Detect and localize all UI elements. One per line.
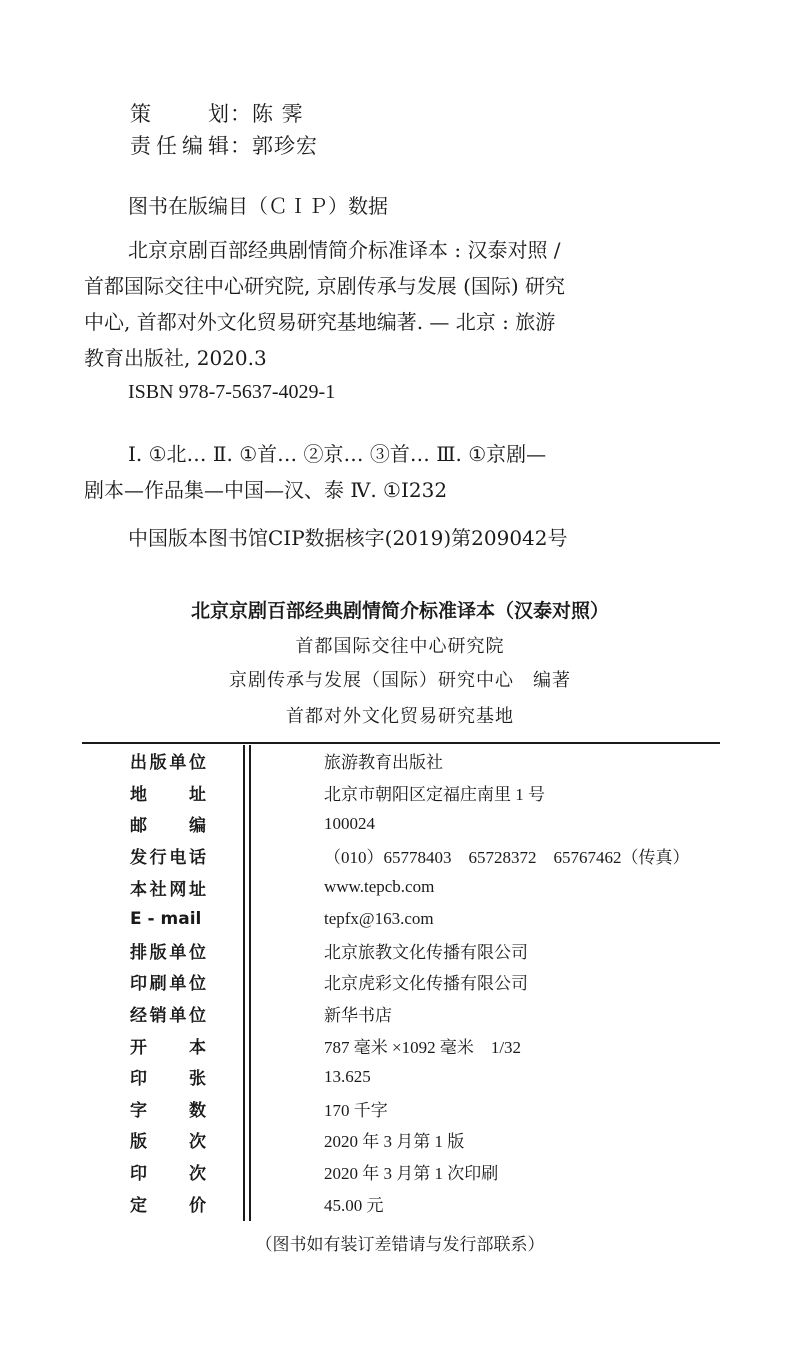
table-row xyxy=(82,1093,690,1125)
table-row xyxy=(82,840,690,872)
cip-verification: 中国版本图书馆CIP数据核字(2019)第209042号 xyxy=(128,526,568,550)
credit-editor: 责任编辑：郭珍宏 xyxy=(130,130,318,160)
info-label: 印张 xyxy=(130,1069,206,1090)
author-line-2: 京剧传承与发展（国际）研究中心 编著 xyxy=(229,670,571,691)
table-top-rule xyxy=(82,742,720,744)
info-label: 出版单位 xyxy=(130,753,206,774)
cip-entry-line-3: 中心, 首都对外文化贸易研究基地编著. — 北京 : 旅游 xyxy=(84,310,556,334)
cip-entry-line-1: 北京京剧百部经典剧情简介标准译本 : 汉泰对照 / xyxy=(128,238,561,262)
cip-isbn: ISBN 978-7-5637-4029-1 xyxy=(128,381,336,403)
table-row xyxy=(82,998,690,1030)
publication-info-table xyxy=(82,745,690,1219)
info-value: 北京旅教文化传播有限公司 xyxy=(324,942,528,962)
info-value: 北京虎彩文化传播有限公司 xyxy=(324,974,528,994)
info-value: 2020 年 3 月第 1 版 xyxy=(324,1132,465,1152)
info-label: 经销单位 xyxy=(130,1006,206,1027)
table-row xyxy=(82,777,690,809)
info-label: 发行电话 xyxy=(130,848,206,869)
info-value: 北京市朝阳区定福庄南里 1 号 xyxy=(324,784,545,804)
info-value: 45.00 元 xyxy=(324,1195,384,1215)
table-row xyxy=(82,871,690,903)
author-line-3: 首都对外文化贸易研究基地 xyxy=(286,706,514,727)
table-row xyxy=(82,1124,690,1156)
info-value: tepfx@163.com xyxy=(324,908,434,928)
table-row xyxy=(82,966,690,998)
table-row xyxy=(82,745,690,777)
info-value: 2020 年 3 月第 1 次印刷 xyxy=(324,1164,499,1184)
table-row xyxy=(82,903,690,935)
credit-label: 责任编辑 xyxy=(130,134,230,158)
table-row xyxy=(82,935,690,967)
book-title: 北京京剧百部经典剧情简介标准译本（汉泰对照） xyxy=(190,600,609,622)
info-label: 排版单位 xyxy=(130,942,206,963)
info-label: 邮编 xyxy=(130,816,206,837)
info-value: 新华书店 xyxy=(324,1006,392,1026)
info-label: 本社网址 xyxy=(130,879,206,900)
info-label: 开本 xyxy=(130,1037,206,1058)
info-value: 13.625 xyxy=(324,1066,371,1086)
table-row xyxy=(82,808,690,840)
credit-planner: 策划：陈 霁 xyxy=(130,98,304,128)
credit-value: 郭珍宏 xyxy=(252,134,318,158)
cip-classification-line-2: 剧本—作品集—中国—汉、泰 Ⅳ. ①I232 xyxy=(84,478,448,502)
credit-label: 策划 xyxy=(130,102,230,126)
info-label: 版次 xyxy=(130,1132,206,1153)
cip-entry-line-2: 首都国际交往中心研究院, 京剧传承与发展 (国际) 研究 xyxy=(84,274,566,298)
table-row xyxy=(82,1061,690,1093)
info-label: 地址 xyxy=(130,784,206,805)
info-value: www.tepcb.com xyxy=(324,877,435,897)
info-label: E - mail xyxy=(130,908,202,929)
cip-classification-line-1: Ⅰ. ①北… Ⅱ. ①首… ②京… ③首… Ⅲ. ①京剧— xyxy=(128,442,547,466)
info-label: 印刷单位 xyxy=(130,974,206,995)
cip-heading: 图书在版编目（ＣＩＰ）数据 xyxy=(128,194,388,218)
table-row xyxy=(82,1029,690,1061)
info-value: 170 千字 xyxy=(324,1100,388,1120)
author-line-1: 首都国际交往中心研究院 xyxy=(295,636,505,657)
info-label: 字数 xyxy=(130,1100,206,1121)
info-label: 印次 xyxy=(130,1164,206,1185)
info-value: （010）65778403 65728372 65767462（传真） xyxy=(324,848,690,868)
info-value: 787 毫米 ×1092 毫米 1/32 xyxy=(324,1037,522,1057)
table-row xyxy=(82,1156,690,1188)
info-value: 100024 xyxy=(324,813,375,833)
credit-value: 陈 霁 xyxy=(252,102,304,126)
table-row xyxy=(82,1187,690,1219)
footer-note: （图书如有装订差错请与发行部联系） xyxy=(255,1235,545,1255)
info-label: 定价 xyxy=(130,1195,206,1216)
cip-entry-line-4: 教育出版社, 2020.3 xyxy=(84,346,267,370)
info-value: 旅游教育出版社 xyxy=(324,753,443,773)
